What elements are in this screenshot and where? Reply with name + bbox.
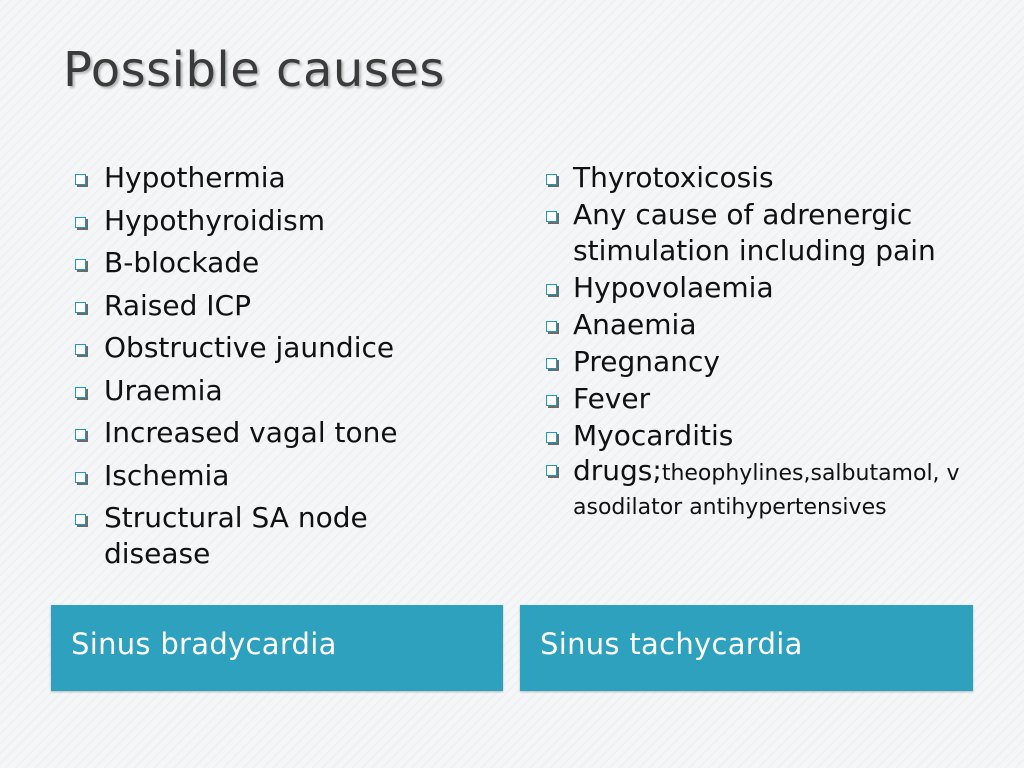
bradycardia-label-box	[51, 605, 503, 691]
list-item	[66, 458, 506, 494]
drugs-label: drugs;	[573, 454, 662, 487]
list-item	[66, 330, 506, 366]
list-item	[66, 288, 506, 324]
square-bullet-icon	[546, 174, 557, 185]
cause-text: Hypothermia	[104, 161, 286, 194]
list-item	[539, 197, 958, 269]
list-item	[539, 307, 964, 343]
list-item	[66, 373, 506, 409]
cause-text: Fever	[573, 382, 651, 415]
square-bullet-icon	[546, 211, 557, 222]
list-item	[66, 245, 506, 281]
list-item-drugs	[539, 455, 963, 523]
square-bullet-icon	[75, 259, 86, 270]
list-item	[66, 415, 506, 451]
square-bullet-icon	[546, 321, 557, 332]
square-bullet-icon	[546, 465, 557, 476]
list-item	[539, 418, 964, 454]
cause-text: B-blockade	[104, 246, 260, 279]
cause-text: Structural SA node disease	[104, 501, 368, 570]
tachycardia-causes-column	[539, 160, 964, 600]
bradycardia-causes-list	[66, 160, 506, 572]
list-item	[539, 344, 964, 380]
tachycardia-label: Sinus tachycardia	[540, 627, 803, 661]
square-bullet-icon	[75, 302, 86, 313]
cause-text: Anaemia	[573, 308, 697, 341]
cause-text: Ischemia	[104, 458, 230, 492]
square-bullet-icon	[75, 514, 86, 525]
cause-text: Myocarditis	[573, 419, 734, 452]
square-bullet-icon	[546, 432, 557, 443]
tachycardia-label-box	[520, 605, 973, 691]
square-bullet-icon	[546, 284, 557, 295]
cause-text: Increased vagal tone	[104, 416, 398, 449]
cause-text: Any cause of adrenergic stimulation including pain	[573, 198, 936, 267]
square-bullet-icon	[546, 358, 557, 369]
square-bullet-icon	[75, 429, 86, 440]
cause-text: Hypothyroidism	[104, 203, 326, 237]
slide-title: Possible causes	[63, 42, 445, 98]
square-bullet-icon	[75, 344, 86, 355]
square-bullet-icon	[75, 387, 86, 398]
square-bullet-icon	[75, 174, 86, 185]
list-item	[66, 203, 506, 239]
bradycardia-causes-column	[66, 160, 506, 600]
cause-text: Uraemia	[104, 373, 223, 407]
cause-text: Raised ICP	[104, 288, 251, 322]
list-item	[66, 160, 506, 196]
cause-text: Thyrotoxicosis	[573, 161, 774, 194]
list-item	[539, 270, 964, 306]
list-item	[539, 160, 964, 196]
cause-text: Hypovolaemia	[573, 271, 774, 304]
cause-text: Pregnancy	[573, 345, 720, 378]
square-bullet-icon	[75, 472, 86, 483]
bradycardia-label: Sinus bradycardia	[71, 627, 337, 661]
list-item	[539, 381, 964, 417]
square-bullet-icon	[546, 395, 557, 406]
tachycardia-causes-list	[539, 160, 964, 523]
list-item	[66, 500, 434, 572]
drugs-detail: theophylines,salbutamol, vasodilator antihypertensives	[573, 461, 960, 520]
cause-text: Obstructive jaundice	[104, 331, 395, 364]
square-bullet-icon	[75, 217, 86, 228]
